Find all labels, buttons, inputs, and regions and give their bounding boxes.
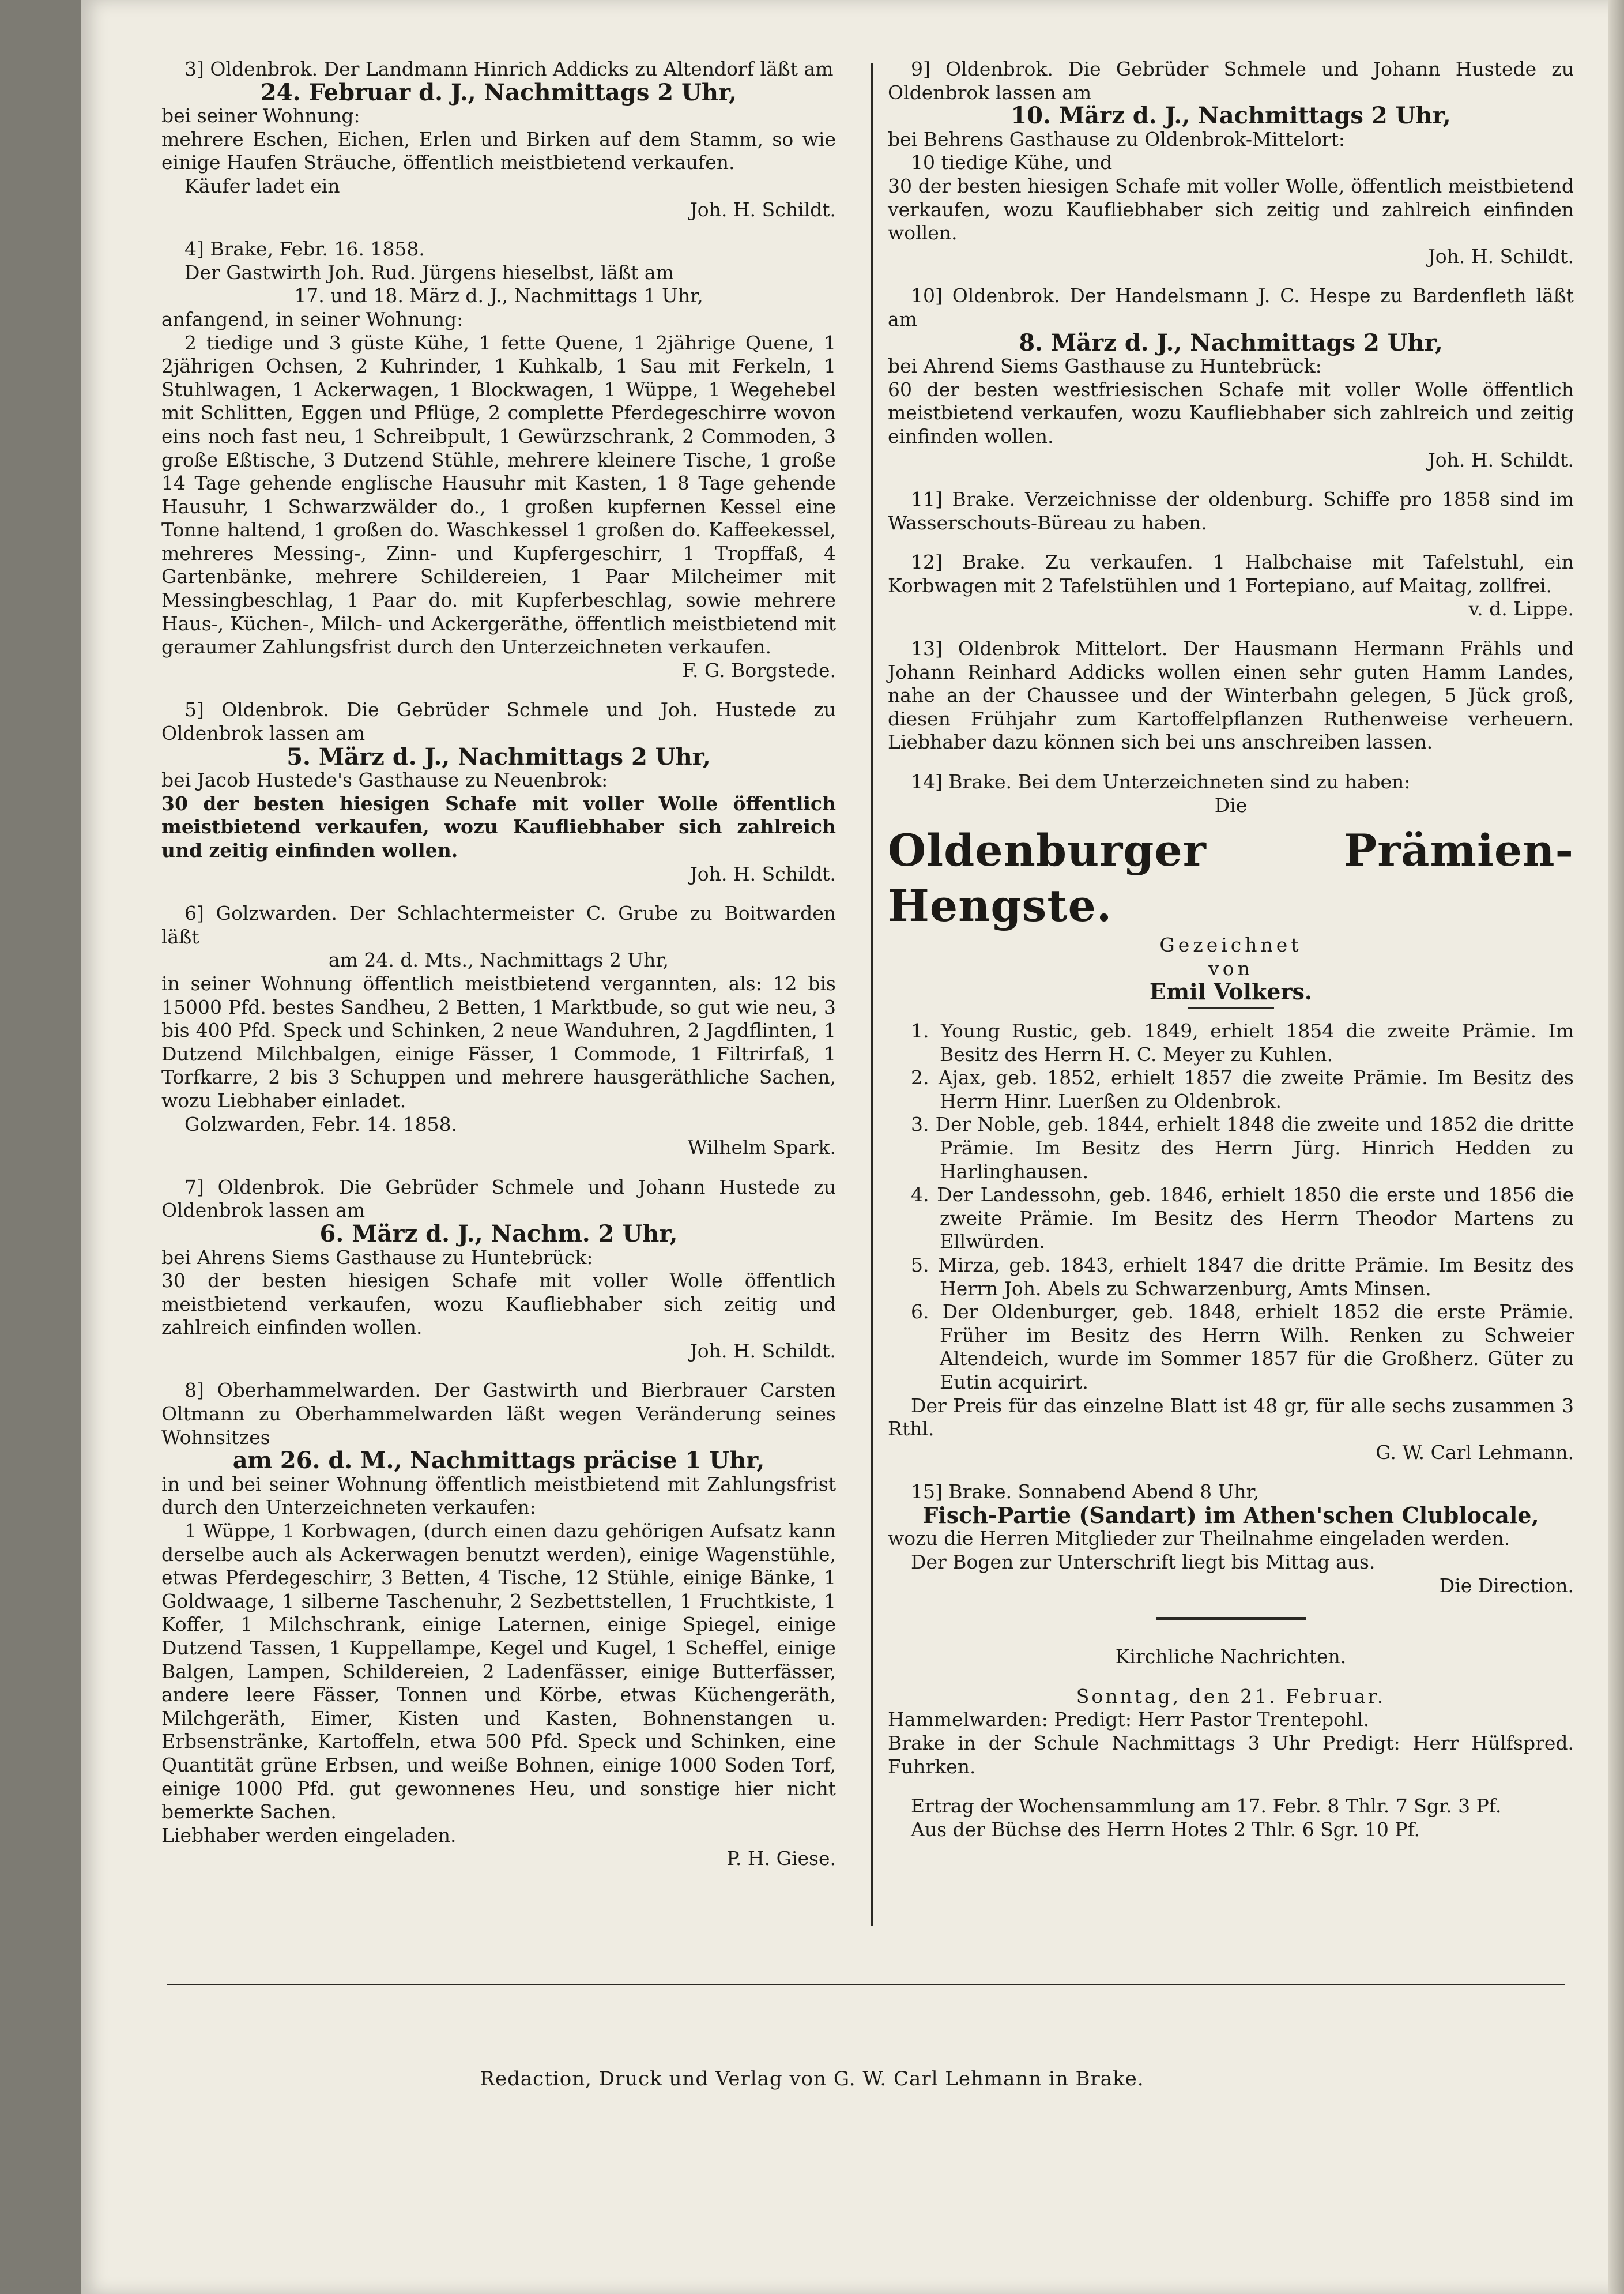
ad-10 (888, 284, 1574, 472)
ad-text: 30 der besten hiesigen Schafe mit voller Wolle öffentlich meistbietend verkaufen, wozu Kaufliebhaber sich zeitig und zahlreich einfinden wollen. (161, 1269, 836, 1339)
left-column (161, 58, 836, 1871)
right-column (888, 58, 1574, 1841)
ad-text: 60 der besten westfriesischen Schafe mit voller Wolle öffentlich meistbietend verkaufen, wozu Kaufliebhaber sich zahlreich und zeitig einfinden wollen. (888, 378, 1574, 447)
ad-9 (888, 58, 1574, 268)
ad-title: Fisch-Partie (Sandart) im Athen'schen Clublocale, (922, 1502, 1539, 1528)
ad-text: Die (1214, 794, 1248, 817)
ad-8 (161, 1379, 836, 1870)
ad-heading: 9] Oldenbrok. Die Gebrüder Schmele und Johann Hustede zu Oldenbrok lassen am (888, 58, 1574, 104)
list-item: 5. Mirza, geb. 1843, erhielt 1847 die dritte Prämie. Im Besitz des Herrn Joh. Abels zu Schwarzenburg, Amts Minsen. (911, 1253, 1574, 1300)
book-subtitle: Gezeichnet (1159, 934, 1302, 957)
section-date: Sonntag, den 21. Februar. (1076, 1684, 1386, 1708)
ad-text: 12] Brake. Zu verkaufen. 1 Halbchaise mit Tafelstuhl, ein Korbwagen mit 2 Tafelstühlen und 1 Fortepiano, auf Maitag, zollfrei. (888, 551, 1574, 597)
ad-signature: v. d. Lippe. (1468, 597, 1574, 620)
ad-text: 30 der besten hiesigen Schafe mit voller Wolle öffentlich meistbietend verkaufen, wozu Kaufliebhaber sich zahlreich und zeitig einfinden wollen. (161, 792, 836, 862)
ad-14 (888, 770, 1574, 1464)
ad-date: 17. und 18. März d. J., Nachmittags 1 Uhr, (294, 284, 703, 307)
church-news (888, 1645, 1574, 1841)
ad-text: bei Behrens Gasthause zu Oldenbrok-Mittelort: (888, 127, 1346, 151)
book-author: Emil Volkers. (1149, 979, 1313, 1005)
ad-text: Käufer ladet ein (184, 174, 340, 197)
ad-heading: 15] Brake. Sonnabend Abend 8 Uhr, (911, 1480, 1260, 1503)
ad-5 (161, 698, 836, 886)
church-text: Brake in der Schule Nachmittags 3 Uhr Predigt: Herr Hülfspred. Fuhrken. (888, 1732, 1574, 1778)
ad-text: in und bei seiner Wohnung öffentlich meistbietend mit Zahlungsfrist durch den Unterzeichneten verkaufen: (161, 1472, 836, 1519)
ad-6 (161, 902, 836, 1160)
list-item: 4. Der Landessohn, geb. 1846, erhielt 1850 die erste und 1856 die zweite Prämie. Im Besitz des Herrn Theodor Martens zu Ellwürden. (911, 1183, 1574, 1253)
divider (1156, 1617, 1306, 1620)
ad-heading: 7] Oldenbrok. Die Gebrüder Schmele und Johann Hustede zu Oldenbrok lassen am (161, 1175, 836, 1222)
ad-text: Der Preis für das einzelne Blatt ist 48 gr, für alle sechs zusammen 3 Rthl. (888, 1394, 1574, 1441)
list-item: 2. Ajax, geb. 1852, erhielt 1857 die zweite Prämie. Im Besitz des Herrn Hinr. Luerßen zu Oldenbrok. (911, 1066, 1574, 1112)
section-title: Kirchliche Nachrichten. (1115, 1645, 1347, 1668)
ad-date: 24. Februar d. J., Nachmittags 2 Uhr, (260, 78, 737, 106)
ad-heading: 6] Golzwarden. Der Schlachtermeister C. Grube zu Boitwarden läßt (161, 902, 836, 948)
ad-signature: P. H. Giese. (726, 1847, 836, 1870)
book-subtitle: von (1208, 957, 1253, 980)
ad-signature: Joh. H. Schildt. (689, 1339, 836, 1362)
ad-text: mehrere Eschen, Eichen, Erlen und Birken auf dem Stamm, so wie einige Haufen Sträuche, öffentlich meistbietend verkaufen. (161, 127, 836, 174)
ad-text: Der Bogen zur Unterschrift liegt bis Mittag aus. (911, 1551, 1376, 1574)
ad-signature: Wilhelm Spark. (687, 1136, 836, 1159)
ad-text: 11] Brake. Verzeichnisse der oldenburg. Schiffe pro 1858 sind im Wasserschouts-Büreau zu haben. (888, 488, 1574, 534)
church-text: Hammelwarden: Predigt: Herr Pastor Trentepohl. (888, 1708, 1370, 1731)
ad-text: wozu die Herren Mitglieder zur Theilnahme eingeladen werden. (888, 1527, 1510, 1550)
ad-text: 2 tiedige und 3 güste Kühe, 1 fette Quene, 1 2jährige Quene, 1 2jährigen Ochsen, 2 Kuhrinder, 1 Kuhkalb, 1 Sau mit Ferkeln, 1 Stuhlwagen, 1 Ackerwagen, 1 Blockwagen, 1 Wüppe, 1 Wegehebel mit Schlitten, Eggen und Pflüge, 2 complette Pferdegeschirre wovon eins noch fast neu, 1 Schreibpult, 1 Gewürzschrank, 2 Commoden, 3 große Eßtische, 3 Dutzend Stühle, mehrere kleinere Tische, 1 große 14 Tage gehende englische Hausuhr mit Kasten, 1 8 Tage gehende Hausuhr, 1 Schwarzwälder do., 1 großen kupfernen Kessel eine Tonne haltend, 1 großen do. Waschkessel 1 großen do. Kaffeekessel, mehreres Messing-, Zinn- und Kupfergeschirr, 1 Tropffaß, 4 Gartenbänke, mehrere Schildereien, 1 Paar Milcheimer mit Messingbeschlag, 1 Paar do. mit Kupferbeschlag, sowie mehrere Haus-, Küchen-, Milch- und Ackergeräthe, öffentlich meistbietend mit geraumer Zahlungsfrist durch den Unterzeichneten verkaufen. (161, 331, 836, 659)
ad-signature: Joh. H. Schildt. (689, 862, 836, 885)
ad-signature: F. G. Borgstede. (682, 659, 836, 682)
ad-text: bei Ahrens Siems Gasthause zu Huntebrück: (161, 1246, 593, 1269)
ad-text: anfangend, in seiner Wohnung: (161, 307, 464, 330)
imprint: Redaction, Druck und Verlag von G. W. Carl Lehmann in Brake. (480, 2067, 1144, 2090)
ad-signature: G. W. Carl Lehmann. (1376, 1441, 1574, 1464)
ad-7 (161, 1176, 836, 1363)
ad-3 (161, 58, 836, 221)
ad-text: Der Gastwirth Joh. Rud. Jürgens hieselbst, läßt am (184, 261, 674, 284)
list-item: 6. Der Oldenburger, geb. 1848, erhielt 1852 die erste Prämie. Früher im Besitz des Herrn Wilh. Renken zu Schweier Altendeich, wurde im Sommer 1857 für die Großherz. Güter zu Eutin acquirirt. (911, 1300, 1574, 1393)
ad-15 (888, 1480, 1574, 1597)
ad-text: bei seiner Wohnung: (161, 104, 360, 127)
footer-rule (167, 1984, 1565, 1985)
ad-heading: 5] Oldenbrok. Die Gebrüder Schmele und Joh. Hustede zu Oldenbrok lassen am (161, 698, 836, 745)
ad-11 (888, 488, 1574, 535)
list-item: 1. Young Rustic, geb. 1849, erhielt 1854 die zweite Prämie. Im Besitz des Herrn H. C. Meyer zu Kuhlen. (911, 1020, 1574, 1066)
ad-text: in seiner Wohnung öffentlich meistbietend vergannten, als: 12 bis 15000 Pfd. bestes Sandheu, 2 Betten, 1 Marktbude, so gut wie neu, 3 bis 400 Pfd. Speck und Schinken, 2 neue Wanduhren, 2 Jagdflinten, 1 Dutzend Milchbalgen, einige Fässer, 1 Commode, 1 Filtrirfaß, 1 Torfkarre, 2 bis 3 Schuppen und mehrere hausgeräthliche Sachen, wozu Liebhaber einladet. (161, 972, 836, 1112)
church-text: Ertrag der Wochensammlung am 17. Febr. 8 Thlr. 7 Sgr. 3 Pf. (911, 1795, 1502, 1818)
ad-text: 1 Wüppe, 1 Korbwagen, (durch einen dazu gehörigen Aufsatz kann derselbe auch als Ackerwagen benutzt werden), einige Wagenstühle, etwas Pferdegeschirr, 3 Betten, 4 Tische, 12 Stühle, einige Bänke, 1 Goldwaage, 1 silberne Taschenuhr, 2 Sezbettstellen, 1 Fruchtkiste, 1 Koffer, 1 Milchschrank, einige Laternen, einige Spiegel, einige Dutzend Tassen, 1 Kuppellampe, Kegel und Kugel, 1 Scheffel, einige Balgen, Lampen, Schildereien, 2 Ladenfässer, einige Butterfässer, andere leere Fässer, Tonnen und Körbe, etwas Küchengeräth, Milchgeräth, Eimer, Kisten und Kasten, Bohnenstangen u. Erbsenstränke, Kartoffeln, etwa 500 Pfd. Speck und Schinken, eine Quantität grüne Erbsen, und weiße Bohnen, einige 1000 Soden Torf, einige 1000 Pfd. gut gewonnenes Heu, und sonstige hier nicht bemerkte Sachen. (161, 1520, 836, 1823)
ad-12 (888, 551, 1574, 621)
ad-signature: Joh. H. Schildt. (689, 198, 836, 221)
ad-signature: Joh. H. Schildt. (1427, 448, 1574, 471)
ad-signature: Die Direction. (1439, 1574, 1574, 1597)
ad-heading: 14] Brake. Bei dem Unterzeichneten sind zu haben: (911, 770, 1411, 794)
ad-text: Liebhaber werden eingeladen. (161, 1823, 457, 1847)
ad-place: Golzwarden, Febr. 14. 1858. (184, 1112, 458, 1135)
ad-13 (888, 637, 1574, 754)
ad-date: 8. März d. J., Nachmittags 2 Uhr, (1019, 329, 1443, 356)
divider (1188, 1007, 1274, 1009)
ad-heading: 10] Oldenbrok. Der Handelsmann J. C. Hespe zu Bardenfleth läßt am (888, 284, 1574, 330)
ad-signature: Joh. H. Schildt. (1427, 245, 1574, 268)
page-edge (1608, 0, 1624, 2294)
ad-date: am 24. d. Mts., Nachmittags 2 Uhr, (328, 949, 669, 972)
ad-date: 10. März d. J., Nachmittags 2 Uhr, (1011, 102, 1451, 130)
book-title: Oldenburger Prämien-Hengste. (888, 825, 1574, 932)
ad-heading: 8] Oberhammelwarden. Der Gastwirth und Bierbrauer Carsten Oltmann zu Oberhammelwarden läßt wegen Veränderung seines Wohnsitzes (161, 1379, 836, 1449)
ad-text: bei Ahrend Siems Gasthause zu Huntebrück: (888, 355, 1322, 378)
list-item: 3. Der Noble, geb. 1844, erhielt 1848 die zweite und 1852 die dritte Prämie. Im Besitz des Herrn Jürg. Hinrich Hedden zu Harlinghausen. (911, 1113, 1574, 1183)
ad-text: 13] Oldenbrok Mittelort. Der Hausmann Hermann Frähls und Johann Reinhard Addicks wollen einen sehr guten Hamm Landes, nahe an der Chaussee und der Winterbahn gelegen, 5 Jück groß, diesen Frühjahr zum Kartoffelpflanzen Ruthenweise verheuern. Liebhaber dazu können sich bei uns anschreiben lassen. (888, 637, 1574, 754)
ad-date: 5. März d. J., Nachmittags 2 Uhr, (287, 743, 711, 770)
ad-4 (161, 238, 836, 682)
column-divider (871, 63, 873, 1926)
church-text: Aus der Büchse des Herrn Hotes 2 Thlr. 6 Sgr. 10 Pf. (911, 1818, 1420, 1841)
ad-date: am 26. d. M., Nachmittags präcise 1 Uhr, (232, 1447, 765, 1475)
ad-date: 6. März d. J., Nachm. 2 Uhr, (319, 1220, 678, 1247)
ad-heading: 4] Brake, Febr. 16. 1858. (184, 238, 425, 261)
ad-heading: 3] Oldenbrok. Der Landmann Hinrich Addicks zu Altendorf läßt am (184, 58, 834, 80)
ad-text: 10 tiedige Kühe, und (911, 151, 1113, 174)
ad-text: 30 der besten hiesigen Schafe mit voller Wolle, öffentlich meistbietend verkaufen, wozu Kaufliebhaber sich zeitig und zahlreich einfinden wollen. (888, 174, 1574, 245)
ad-text: bei Jacob Hustede's Gasthause zu Neuenbrok: (161, 769, 608, 792)
